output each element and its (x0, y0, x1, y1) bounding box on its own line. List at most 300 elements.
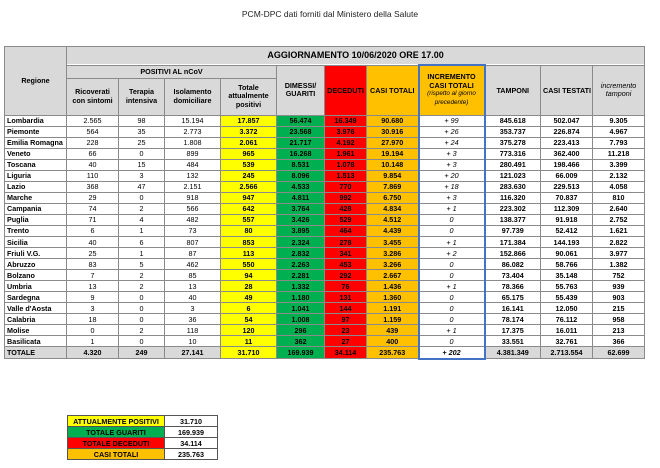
col-casi-testati: 52.412 (541, 225, 593, 236)
col-ricoverati: 6 (67, 225, 119, 236)
col-ricoverati: 110 (67, 170, 119, 181)
table-row (5, 148, 645, 159)
col-ricoverati: 71 (67, 214, 119, 225)
col-ricoverati: 74 (67, 203, 119, 214)
col-deceduti: 278 (325, 237, 367, 248)
col-tamponi: 16.141 (485, 303, 541, 314)
col-terapia: 4 (119, 214, 165, 225)
region-name: Puglia (5, 214, 67, 225)
header-deceduti: DECEDUTI (325, 65, 367, 115)
col-dimessi: 2.832 (277, 248, 325, 259)
col-incremento: + 99 (419, 115, 485, 126)
col-dimessi: 1.332 (277, 281, 325, 292)
totals-row (5, 347, 645, 359)
col-deceduti: 16.349 (325, 115, 367, 126)
table-row (5, 181, 645, 192)
col-casi-totali: 4.834 (367, 203, 419, 214)
col-ricoverati: 4.320 (67, 347, 119, 359)
col-terapia: 0 (119, 336, 165, 347)
header-incremento-label: INCREMENTO CASI TOTALI (427, 72, 476, 90)
covid-data-table (4, 46, 645, 360)
table-row (5, 325, 645, 336)
col-casi-totali: 1.360 (367, 292, 419, 303)
col-isolamento: 87 (165, 248, 221, 259)
col-incremento: + 3 (419, 159, 485, 170)
col-tamponi: 773.316 (485, 148, 541, 159)
summary-row (68, 416, 218, 427)
col-terapia: 3 (119, 170, 165, 181)
col-terapia: 15 (119, 159, 165, 170)
col-casi-totali: 27.970 (367, 137, 419, 148)
region-name: Molise (5, 325, 67, 336)
col-isolamento: 807 (165, 237, 221, 248)
col-incremento-tamponi: 1.621 (593, 225, 645, 236)
col-terapia: 0 (119, 303, 165, 314)
col-ricoverati: 66 (67, 148, 119, 159)
col-ricoverati: 3 (67, 303, 119, 314)
table-row (5, 192, 645, 203)
table-row (5, 259, 645, 270)
col-deceduti: 1.078 (325, 159, 367, 170)
col-casi-totali: 7.869 (367, 181, 419, 192)
col-casi-testati: 91.918 (541, 214, 593, 225)
col-deceduti: 1.961 (325, 148, 367, 159)
col-deceduti: 34.114 (325, 347, 367, 359)
col-ricoverati: 368 (67, 181, 119, 192)
col-isolamento: 118 (165, 325, 221, 336)
col-totale-positivi: 28 (221, 281, 277, 292)
col-isolamento: 132 (165, 170, 221, 181)
col-isolamento: 482 (165, 214, 221, 225)
col-totale-positivi: 550 (221, 259, 277, 270)
page-title: PCM-DPC dati forniti dal Ministero della Salute (241, 9, 419, 19)
col-totale-positivi: 2.566 (221, 181, 277, 192)
col-terapia: 0 (119, 148, 165, 159)
col-isolamento: 15.194 (165, 115, 221, 126)
header-ricoverati: Ricoverati con sintomi (67, 78, 119, 115)
col-incremento: 0 (419, 214, 485, 225)
col-deceduti: 292 (325, 270, 367, 281)
col-isolamento: 566 (165, 203, 221, 214)
col-tamponi: 17.375 (485, 325, 541, 336)
col-tamponi: 353.737 (485, 126, 541, 137)
col-totale-positivi: 49 (221, 292, 277, 303)
table-row (5, 159, 645, 170)
col-deceduti: 76 (325, 281, 367, 292)
col-isolamento: 918 (165, 192, 221, 203)
col-tamponi: 845.618 (485, 115, 541, 126)
col-casi-testati: 70.837 (541, 192, 593, 203)
table-row (5, 292, 645, 303)
header-isolamento: Isolamento domiciliare (165, 78, 221, 115)
col-dimessi: 1.180 (277, 292, 325, 303)
col-incremento-tamponi: 366 (593, 336, 645, 347)
col-incremento: + 3 (419, 148, 485, 159)
region-name: Piemonte (5, 126, 67, 137)
col-isolamento: 2.773 (165, 126, 221, 137)
col-isolamento: 3 (165, 303, 221, 314)
col-incremento: 0 (419, 314, 485, 325)
col-tamponi: 116.320 (485, 192, 541, 203)
col-terapia: 6 (119, 237, 165, 248)
col-dimessi: 362 (277, 336, 325, 347)
col-terapia: 47 (119, 181, 165, 192)
col-ricoverati: 40 (67, 159, 119, 170)
header-positivi-group: POSITIVI AL nCoV (67, 65, 277, 78)
table-row (5, 203, 645, 214)
col-casi-totali: 90.680 (367, 115, 419, 126)
col-incremento: + 2 (419, 248, 485, 259)
col-dimessi: 4.811 (277, 192, 325, 203)
summary-label: CASI TOTALI (68, 449, 165, 460)
col-isolamento: 27.141 (165, 347, 221, 359)
header-incremento (419, 65, 485, 115)
col-incremento-tamponi: 939 (593, 281, 645, 292)
col-dimessi: 2.324 (277, 237, 325, 248)
col-tamponi: 86.082 (485, 259, 541, 270)
col-ricoverati: 0 (67, 325, 119, 336)
col-incremento-tamponi: 752 (593, 270, 645, 281)
col-incremento-tamponi: 11.218 (593, 148, 645, 159)
col-tamponi: 78.174 (485, 314, 541, 325)
col-terapia: 35 (119, 126, 165, 137)
col-incremento-tamponi: 9.305 (593, 115, 645, 126)
col-casi-totali: 19.194 (367, 148, 419, 159)
summary-table (67, 415, 218, 460)
col-ricoverati: 29 (67, 192, 119, 203)
col-incremento-tamponi: 3.399 (593, 159, 645, 170)
col-dimessi: 2.263 (277, 259, 325, 270)
col-totale-positivi: 17.857 (221, 115, 277, 126)
col-totale-positivi: 642 (221, 203, 277, 214)
summary-value: 31.710 (165, 416, 218, 427)
col-casi-testati: 76.112 (541, 314, 593, 325)
col-casi-testati: 223.413 (541, 137, 593, 148)
col-casi-testati: 2.713.554 (541, 347, 593, 359)
col-incremento-tamponi: 7.793 (593, 137, 645, 148)
summary-row (68, 449, 218, 460)
col-deceduti: 1.513 (325, 170, 367, 181)
col-ricoverati: 9 (67, 292, 119, 303)
col-incremento: 0 (419, 259, 485, 270)
col-tamponi: 33.551 (485, 336, 541, 347)
col-casi-testati: 90.061 (541, 248, 593, 259)
region-name: Umbria (5, 281, 67, 292)
col-incremento-tamponi: 4.967 (593, 126, 645, 137)
col-tamponi: 4.381.349 (485, 347, 541, 359)
table-row (5, 115, 645, 126)
header-dimessi: DIMESSI/ GUARITI (277, 65, 325, 115)
col-incremento-tamponi: 62.699 (593, 347, 645, 359)
col-dimessi: 21.717 (277, 137, 325, 148)
col-casi-totali: 9.854 (367, 170, 419, 181)
col-casi-totali: 4.439 (367, 225, 419, 236)
col-incremento: 0 (419, 303, 485, 314)
col-isolamento: 1.808 (165, 137, 221, 148)
table-row (5, 314, 645, 325)
col-dimessi: 169.939 (277, 347, 325, 359)
col-dimessi: 4.533 (277, 181, 325, 192)
col-totale-positivi: 31.710 (221, 347, 277, 359)
col-terapia: 1 (119, 248, 165, 259)
table-row (5, 126, 645, 137)
col-terapia: 0 (119, 314, 165, 325)
col-casi-totali: 2.667 (367, 270, 419, 281)
region-name: Calabria (5, 314, 67, 325)
col-dimessi: 23.568 (277, 126, 325, 137)
col-totale-positivi: 245 (221, 170, 277, 181)
table-row (5, 336, 645, 347)
region-name: Toscana (5, 159, 67, 170)
header-casi-testati: CASI TESTATI (541, 65, 593, 115)
col-ricoverati: 25 (67, 248, 119, 259)
col-incremento: + 1 (419, 325, 485, 336)
table-row (5, 270, 645, 281)
col-isolamento: 73 (165, 225, 221, 236)
col-incremento-tamponi: 810 (593, 192, 645, 203)
col-casi-testati: 362.400 (541, 148, 593, 159)
summary-value: 34.114 (165, 438, 218, 449)
col-casi-totali: 3.286 (367, 248, 419, 259)
col-tamponi: 138.377 (485, 214, 541, 225)
col-incremento: 0 (419, 225, 485, 236)
col-isolamento: 10 (165, 336, 221, 347)
col-casi-testati: 12.050 (541, 303, 593, 314)
col-deceduti: 464 (325, 225, 367, 236)
region-name: TOTALE (5, 347, 67, 359)
summary-value: 169.939 (165, 427, 218, 438)
col-incremento: + 202 (419, 347, 485, 359)
col-ricoverati: 228 (67, 137, 119, 148)
header-totale-positivi: Totale attualmente positivi (221, 78, 277, 115)
col-totale-positivi: 3.372 (221, 126, 277, 137)
col-incremento-tamponi: 213 (593, 325, 645, 336)
col-incremento: + 26 (419, 126, 485, 137)
col-terapia: 249 (119, 347, 165, 359)
table-row (5, 225, 645, 236)
col-deceduti: 3.976 (325, 126, 367, 137)
col-dimessi: 296 (277, 325, 325, 336)
col-totale-positivi: 965 (221, 148, 277, 159)
col-deceduti: 144 (325, 303, 367, 314)
col-casi-testati: 32.761 (541, 336, 593, 347)
col-tamponi: 375.278 (485, 137, 541, 148)
region-name: Lombardia (5, 115, 67, 126)
col-casi-testati: 112.309 (541, 203, 593, 214)
col-terapia: 25 (119, 137, 165, 148)
col-casi-testati: 229.513 (541, 181, 593, 192)
col-deceduti: 131 (325, 292, 367, 303)
table-row (5, 281, 645, 292)
col-dimessi: 56.474 (277, 115, 325, 126)
region-name: Sicilia (5, 237, 67, 248)
col-terapia: 98 (119, 115, 165, 126)
region-name: Bolzano (5, 270, 67, 281)
table-row (5, 248, 645, 259)
table-row (5, 137, 645, 148)
col-tamponi: 223.302 (485, 203, 541, 214)
col-ricoverati: 18 (67, 314, 119, 325)
header-casi-totali: CASI TOTALI (367, 65, 419, 115)
col-dimessi: 8.531 (277, 159, 325, 170)
col-deceduti: 428 (325, 203, 367, 214)
col-incremento: 0 (419, 292, 485, 303)
col-terapia: 5 (119, 259, 165, 270)
region-name: Campania (5, 203, 67, 214)
region-name: Veneto (5, 148, 67, 159)
col-casi-testati: 55.439 (541, 292, 593, 303)
region-name: Abruzzo (5, 259, 67, 270)
region-name: Lazio (5, 181, 67, 192)
col-deceduti: 97 (325, 314, 367, 325)
table-row (5, 214, 645, 225)
table-row (5, 303, 645, 314)
col-dimessi: 1.041 (277, 303, 325, 314)
col-incremento-tamponi: 3.977 (593, 248, 645, 259)
col-isolamento: 40 (165, 292, 221, 303)
col-incremento: + 1 (419, 237, 485, 248)
table-row (5, 170, 645, 181)
region-name: Liguria (5, 170, 67, 181)
region-name: Basilicata (5, 336, 67, 347)
col-dimessi: 8.096 (277, 170, 325, 181)
col-totale-positivi: 80 (221, 225, 277, 236)
col-casi-testati: 198.466 (541, 159, 593, 170)
col-isolamento: 462 (165, 259, 221, 270)
col-terapia: 0 (119, 192, 165, 203)
summary-label: ATTUALMENTE POSITIVI (68, 416, 165, 427)
col-tamponi: 65.175 (485, 292, 541, 303)
col-casi-testati: 144.193 (541, 237, 593, 248)
summary-value: 235.763 (165, 449, 218, 460)
col-terapia: 2 (119, 325, 165, 336)
col-totale-positivi: 853 (221, 237, 277, 248)
col-totale-positivi: 54 (221, 314, 277, 325)
col-dimessi: 3.426 (277, 214, 325, 225)
col-deceduti: 453 (325, 259, 367, 270)
col-tamponi: 78.366 (485, 281, 541, 292)
col-terapia: 2 (119, 270, 165, 281)
col-incremento: + 20 (419, 170, 485, 181)
col-incremento-tamponi: 958 (593, 314, 645, 325)
col-isolamento: 36 (165, 314, 221, 325)
col-deceduti: 341 (325, 248, 367, 259)
col-dimessi: 2.281 (277, 270, 325, 281)
col-tamponi: 280.491 (485, 159, 541, 170)
col-deceduti: 992 (325, 192, 367, 203)
region-name: Valle d'Aosta (5, 303, 67, 314)
col-totale-positivi: 11 (221, 336, 277, 347)
header-incremento-note: (rispetto al giorno precedente) (427, 90, 476, 106)
col-casi-totali: 1.191 (367, 303, 419, 314)
col-totale-positivi: 947 (221, 192, 277, 203)
col-tamponi: 97.739 (485, 225, 541, 236)
col-isolamento: 899 (165, 148, 221, 159)
table-row (5, 237, 645, 248)
col-ricoverati: 13 (67, 281, 119, 292)
region-name: Friuli V.G. (5, 248, 67, 259)
region-name: Emilia Romagna (5, 137, 67, 148)
col-terapia: 2 (119, 281, 165, 292)
col-dimessi: 3.895 (277, 225, 325, 236)
col-incremento: + 3 (419, 192, 485, 203)
col-isolamento: 85 (165, 270, 221, 281)
col-ricoverati: 2.565 (67, 115, 119, 126)
col-casi-testati: 502.047 (541, 115, 593, 126)
col-incremento-tamponi: 2.640 (593, 203, 645, 214)
col-tamponi: 121.023 (485, 170, 541, 181)
col-tamponi: 152.866 (485, 248, 541, 259)
col-totale-positivi: 2.061 (221, 137, 277, 148)
col-incremento-tamponi: 4.058 (593, 181, 645, 192)
col-incremento-tamponi: 215 (593, 303, 645, 314)
col-dimessi: 3.764 (277, 203, 325, 214)
col-casi-totali: 3.266 (367, 259, 419, 270)
col-isolamento: 484 (165, 159, 221, 170)
col-incremento-tamponi: 903 (593, 292, 645, 303)
col-incremento: + 1 (419, 281, 485, 292)
col-ricoverati: 7 (67, 270, 119, 281)
col-incremento-tamponi: 2.752 (593, 214, 645, 225)
update-banner: AGGIORNAMENTO 10/06/2020 ORE 17.00 (67, 47, 645, 66)
col-totale-positivi: 113 (221, 248, 277, 259)
col-totale-positivi: 6 (221, 303, 277, 314)
col-incremento-tamponi: 1.382 (593, 259, 645, 270)
col-casi-totali: 10.148 (367, 159, 419, 170)
region-name: Trento (5, 225, 67, 236)
summary-row (68, 438, 218, 449)
col-incremento-tamponi: 2.822 (593, 237, 645, 248)
col-deceduti: 23 (325, 325, 367, 336)
col-tamponi: 73.404 (485, 270, 541, 281)
col-totale-positivi: 557 (221, 214, 277, 225)
header-tamponi: TAMPONI (485, 65, 541, 115)
col-casi-totali: 6.750 (367, 192, 419, 203)
col-totale-positivi: 120 (221, 325, 277, 336)
col-casi-testati: 58.766 (541, 259, 593, 270)
col-casi-totali: 235.763 (367, 347, 419, 359)
col-casi-testati: 66.009 (541, 170, 593, 181)
col-ricoverati: 83 (67, 259, 119, 270)
col-incremento: + 24 (419, 137, 485, 148)
col-ricoverati: 1 (67, 336, 119, 347)
col-deceduti: 529 (325, 214, 367, 225)
col-deceduti: 770 (325, 181, 367, 192)
col-casi-testati: 16.011 (541, 325, 593, 336)
col-incremento: 0 (419, 336, 485, 347)
col-incremento: + 18 (419, 181, 485, 192)
col-dimessi: 1.008 (277, 314, 325, 325)
col-casi-testati: 55.763 (541, 281, 593, 292)
col-ricoverati: 564 (67, 126, 119, 137)
col-casi-totali: 3.455 (367, 237, 419, 248)
col-terapia: 0 (119, 292, 165, 303)
header-terapia: Terapia intensiva (119, 78, 165, 115)
col-casi-testati: 226.874 (541, 126, 593, 137)
col-totale-positivi: 94 (221, 270, 277, 281)
col-incremento: 0 (419, 270, 485, 281)
col-deceduti: 4.192 (325, 137, 367, 148)
header-incremento-tamponi: incremento tamponi (593, 65, 645, 115)
col-casi-totali: 1.159 (367, 314, 419, 325)
col-incremento: + 1 (419, 203, 485, 214)
col-terapia: 1 (119, 225, 165, 236)
col-casi-totali: 30.916 (367, 126, 419, 137)
col-tamponi: 283.630 (485, 181, 541, 192)
col-totale-positivi: 539 (221, 159, 277, 170)
col-incremento-tamponi: 2.132 (593, 170, 645, 181)
col-casi-totali: 4.512 (367, 214, 419, 225)
